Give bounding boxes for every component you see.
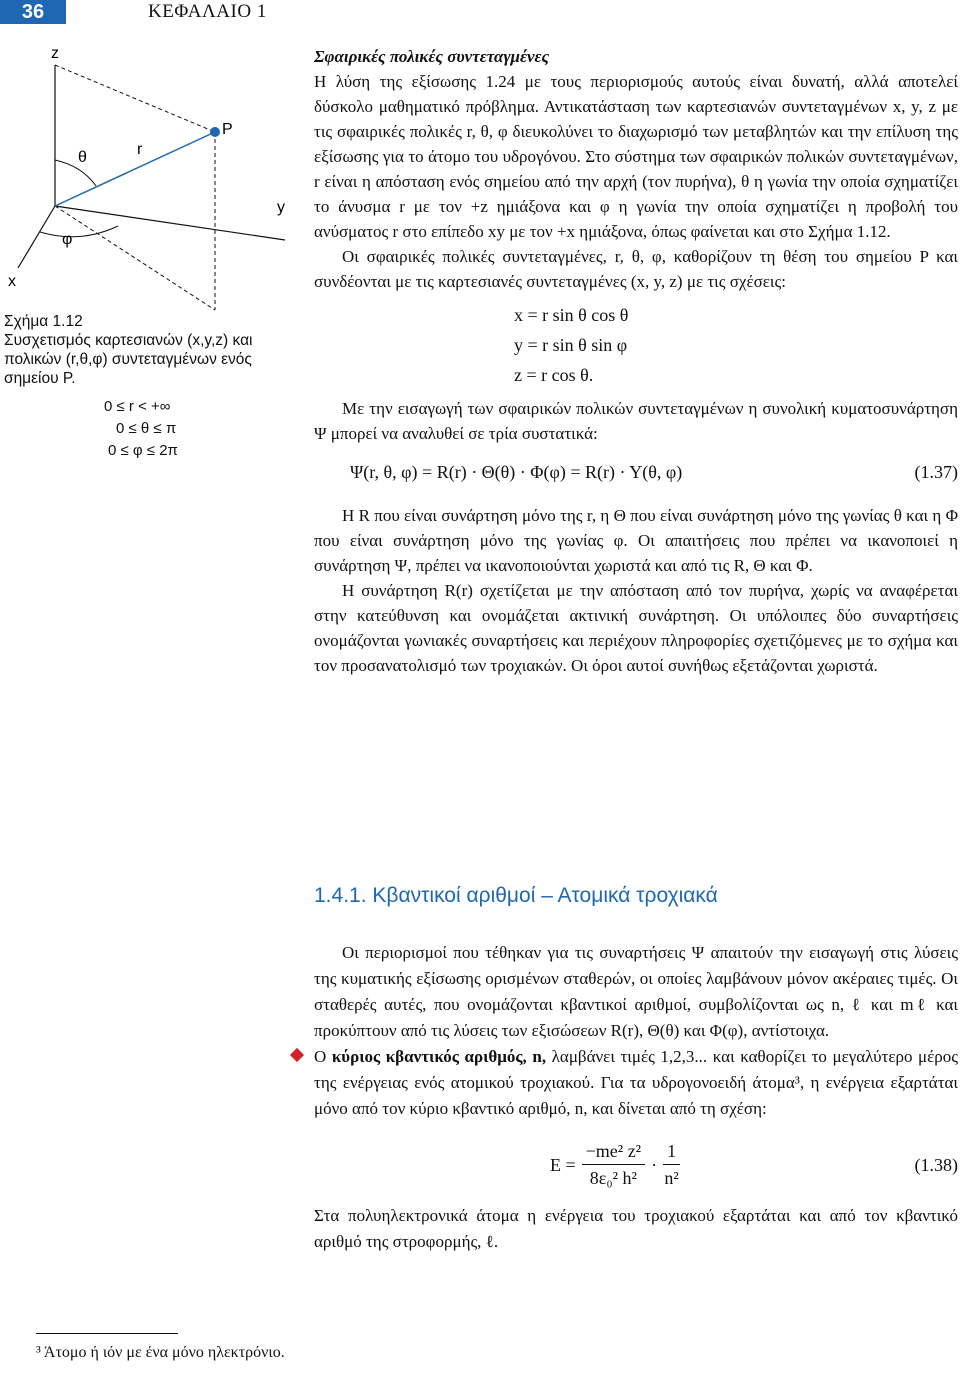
- figure-caption: [4, 312, 276, 462]
- label-r: r: [137, 141, 143, 158]
- equation-number: (1.38): [914, 1154, 958, 1175]
- phi-arc: [40, 226, 118, 237]
- equation-number: (1.37): [914, 462, 958, 482]
- section-text: [314, 940, 958, 1255]
- label-phi: φ: [62, 231, 73, 248]
- range-theta: 0 ≤ θ ≤ π: [116, 420, 177, 437]
- paragraph: Οι σφαιρικές πολικές συντεταγμένες, r, θ, φ, καθορίζουν τη θέση του σημείου P και συνδέονται με τις καρτεσιανές συντεταγμένες (x, y, z) με τις σχέσεις:: [314, 247, 958, 291]
- label-y: y: [277, 199, 285, 216]
- bold-term: κύριος κβαντικός αριθμός, n,: [331, 1047, 547, 1066]
- x-axis: [18, 206, 55, 268]
- diamond-bullet-icon: [290, 1048, 304, 1062]
- equation-1-38: E = $\frac{\text{−me² z²}}{\text{8ε₀² h²}}$ · $\frac{1}{\text{n²}}$ (1.38): [314, 1138, 958, 1191]
- main-text: [314, 44, 958, 678]
- label-P: P: [222, 121, 233, 138]
- equation-lhs: E =: [550, 1154, 576, 1175]
- coordinate-ranges: [4, 396, 276, 462]
- equation-z: z = r cos θ.: [514, 365, 594, 385]
- equation-1-37: [314, 460, 958, 485]
- equation-block: [514, 300, 958, 390]
- footnote: ³ Άτομο ή ιόν με ένα μόνο ηλεκτρόνιο.: [36, 1344, 285, 1361]
- page-header: [0, 0, 960, 24]
- label-x: x: [8, 273, 16, 290]
- label-z: z: [51, 45, 59, 62]
- paragraph: Η συνάρτηση R(r) σχετίζεται με την απόσταση από τον πυρήνα, χωρίς να αναφέρεται στην κατεύθυνση και ονομάζεται ακτινική συνάρτηση. Οι υπόλοιπες δύο συναρτήσεις ονομάζονται γωνιακές συναρτήσεις και περιέχουν πληροφορίες σχετιζόμενες με το σχήμα και τον προσανατολισμό των τροχιακών. Οι όροι αυτοί συνήθως εξετάζονται χωριστά.: [314, 581, 958, 675]
- paragraph: Η λύση της εξίσωσης 1.24 με τους περιορισμούς αυτούς είναι δυνατή, αλλά αποτελεί δύσκολο μαθηματικό πρόβλημα. Αντικατάσταση των καρτεσιανών συντεταγμένων x, y, z με τις σφαιρικές πολικές r, θ, φ διευκολύνει το διαχωρισμό των μεταβλητών και την επίλυση της εξίσωσης για το άτομο του υδρογόνου. Στο σύστημα των σφαιρικών πολικών συντεταγμένων, r είναι η απόσταση ενός σημείου από την αρχή (τον πυρήνα), θ η γωνία την οποία σχηματίζει το άνυσμα r με τον +z ημιάξονα και φ η γωνία την οποία σχηματίζει η προβολή του ανύσματος r στο επίπεδο xy με τον +x ημιάξονα, όπως φαίνεται και στο Σχήμα 1.12.: [314, 72, 958, 241]
- fraction: $\frac{\text{−me² z²}}{\text{8ε₀² h²}}$: [582, 1138, 645, 1191]
- projection-dash-3: [55, 206, 215, 310]
- spherical-coordinates-diagram: [0, 40, 300, 320]
- paragraph: Οι περιορισμοί που τέθηκαν για τις συναρτήσεις Ψ απαιτούν την εισαγωγή στις λύσεις της κυματικής εξίσωσης ορισμένων σταθερών, οι οποίες λαμβάνουν μόνον ακέραιες τιμές. Οι σταθερές αυτές, που ονομάζονται κβαντικοί αριθμοί, συμβολίζονται ως n, ℓ και mℓ και προκύπτουν από τις λύσεις των εξισώσεων R(r), Θ(θ) και Φ(φ), αντίστοιχα.: [314, 943, 958, 1040]
- paragraph: Με την εισαγωγή των σφαιρικών πολικών συντεταγμένων η συνολική κυματοσυνάρτηση Ψ μπορεί να αναλυθεί σε τρία συστατικά:: [314, 399, 958, 443]
- section-title: 1.4.1. Κβαντικοί αριθμοί – Ατομικά τροχιακά: [314, 884, 718, 907]
- paragraph: Η R που είναι συνάρτηση μόνο της r, η Θ που είναι συνάρτηση μόνο της γωνίας θ και η Φ που είναι συνάρτηση μόνο της γωνίας φ. Οι απαιτήσεις που πρέπει να ικανοποιεί η συνάρτηση Ψ, πρέπει να ικανοποιούνται χωριστά και από τις R, Θ και Φ.: [314, 506, 958, 575]
- equation-body: Ψ(r, θ, φ) = R(r) · Θ(θ) · Φ(φ) = R(r) · Y(θ, φ): [350, 462, 683, 482]
- theta-arc: [55, 160, 96, 186]
- footnote-divider: [36, 1333, 178, 1334]
- range-r: 0 ≤ r < +∞: [104, 398, 171, 415]
- projection-dash-1: [55, 65, 215, 132]
- caption-title: Σχήμα 1.12: [4, 313, 83, 330]
- paragraph: Στα πολυηλεκτρονικά άτομα η ενέργεια του τροχιακού εξαρτάται και από τον κβαντικό αριθμό της στροφορμής, ℓ.: [314, 1206, 958, 1251]
- point-P: [210, 127, 220, 137]
- label-theta: θ: [78, 149, 87, 166]
- subheading: Σφαιρικές πολικές συντεταγμένες: [314, 47, 550, 66]
- equation-y: y = r sin θ sin φ: [514, 335, 628, 355]
- chapter-title: ΚΕΦΑΛΑΙΟ 1: [148, 1, 267, 22]
- range-phi: 0 ≤ φ ≤ 2π: [108, 442, 178, 459]
- r-vector: [55, 132, 215, 206]
- caption-text: Συσχετισμός καρτεσιανών (x,y,z) και πολικών (r,θ,φ) συντεταγμένων ενός σημείου P.: [4, 332, 253, 387]
- page-number: 36: [0, 0, 66, 24]
- fraction: $\frac{1}{\text{n²}}$: [663, 1138, 680, 1191]
- bullet-paragraph: Ο κύριος κβαντικός αριθμός, n, λαμβάνει τιμές 1,2,3... και καθορίζει το μεγαλύτερο μέρος της ενέργειας ενός ατομικού τροχιακού. Για τα υδρογονοειδή άτομα³, η ενέργεια εξαρτάται μόνο από τον κύριο κβαντικό αριθμό, n, και δίνεται από τη σχέση:: [314, 1044, 958, 1122]
- equation-x: x = r sin θ cos θ: [514, 305, 629, 325]
